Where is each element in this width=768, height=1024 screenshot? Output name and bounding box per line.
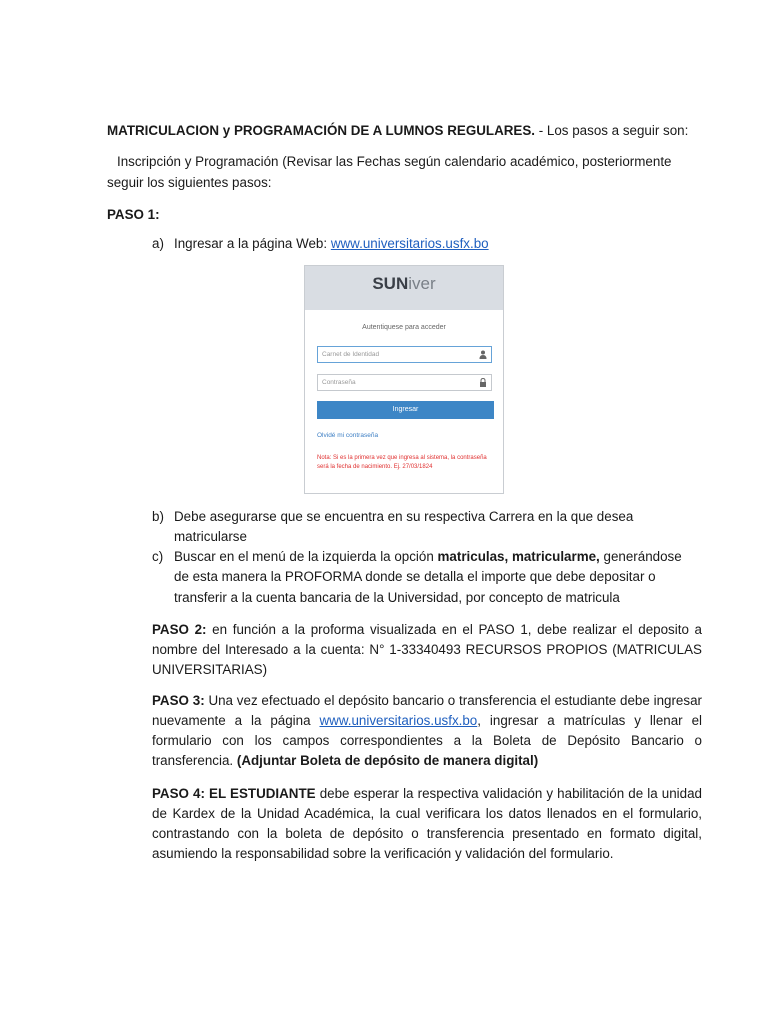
item-c-line-2: de esta manera la PROFORMA donde se detalla el importe que debe depositar o <box>174 569 656 584</box>
intro-line-1: Inscripción y Programación (Revisar las Fechas según calendario académico, posteriormente <box>117 154 672 169</box>
universitarios-link[interactable]: www.universitarios.usfx.bo <box>330 236 489 251</box>
login-header <box>305 266 503 310</box>
item-a-marker: a) <box>152 236 164 251</box>
login-subtitle: Autentiquese para acceder <box>362 324 446 331</box>
paso4-label: PASO 4: EL ESTUDIANTE <box>152 786 316 801</box>
login-screenshot <box>304 265 504 494</box>
brand-bold: SUN <box>372 274 409 293</box>
paso1-label: PASO 1: <box>107 207 160 222</box>
document-heading <box>107 121 707 141</box>
heading-suffix: - Los pasos a seguir son: <box>535 123 689 138</box>
paso3-paragraph: PASO 3: Una vez efectuado el depósito bancario o transferencia el estudiante debe ingresar nuevamente a la página www.universitarios.usfx.bo, ingresar a matrículas y llenar el formulario con los campos correspondientes a la Boleta de Depósito Bancario o transferencia. (Adjuntar Boleta de depósito de manera digital) <box>152 693 702 768</box>
paso3-label: PASO 3: <box>152 693 205 708</box>
item-a-text: Ingresar a la página Web: www.universitarios.usfx.bo <box>174 236 489 251</box>
ci-placeholder: Carnet de Identidad <box>322 351 380 358</box>
item-c-line-3: transferir a la cuenta bancaria de la Universidad, por concepto de matricula <box>174 590 620 605</box>
password-input[interactable] <box>317 374 492 391</box>
lock-icon <box>479 378 487 387</box>
item-c-line-1: Buscar en el menú de la izquierda la opción matriculas, matricularme, generándose <box>174 549 682 564</box>
item-b-marker: b) <box>152 509 164 524</box>
item-c-marker: c) <box>152 549 164 564</box>
password-placeholder: Contraseña <box>322 379 356 386</box>
intro-line-2: seguir los siguientes pasos: <box>107 175 272 190</box>
ci-input[interactable] <box>317 346 492 363</box>
item-b-line-1: Debe asegurarse que se encuentra en su respectiva Carrera en la que desea <box>174 509 634 524</box>
paso2-paragraph: PASO 2: en función a la proforma visualizada en el PASO 1, debe realizar el deposito a nombre del Interesado a la cuenta: N° 1-33340493 RECURSOS PROPIOS (MATRICULAS UNIVERSITARIAS) <box>152 622 702 677</box>
login-note: Nota: Si es la primera vez que ingresa al sistema, la contraseña será la fecha de nacimiento. Ej. 27/03/1824 <box>317 455 487 470</box>
user-icon <box>479 350 487 359</box>
login-submit-button[interactable]: Ingresar <box>317 401 494 419</box>
forgot-password-link[interactable]: Olvidé mi contraseña <box>317 432 379 439</box>
paso4-paragraph: PASO 4: EL ESTUDIANTE debe esperar la respectiva validación y habilitación de la unidad de Kardex de la Unidad Académica, la cual verificara los datos llenados en el formulario, contrastando con la boleta de depósito o transferencia presentado en formato digital, asumiendo la responsabilidad sobre la verificación y validación del formulario. <box>152 786 703 861</box>
universitarios-link-2[interactable]: www.universitarios.usfx.bo <box>319 713 478 728</box>
paso2-label: PASO 2: <box>152 622 207 637</box>
item-b-line-2: matricularse <box>174 529 247 544</box>
brand-light: iver <box>408 274 436 293</box>
heading-title: MATRICULACION y PROGRAMACIÓN DE A LUMNOS REGULARES. <box>107 123 536 138</box>
